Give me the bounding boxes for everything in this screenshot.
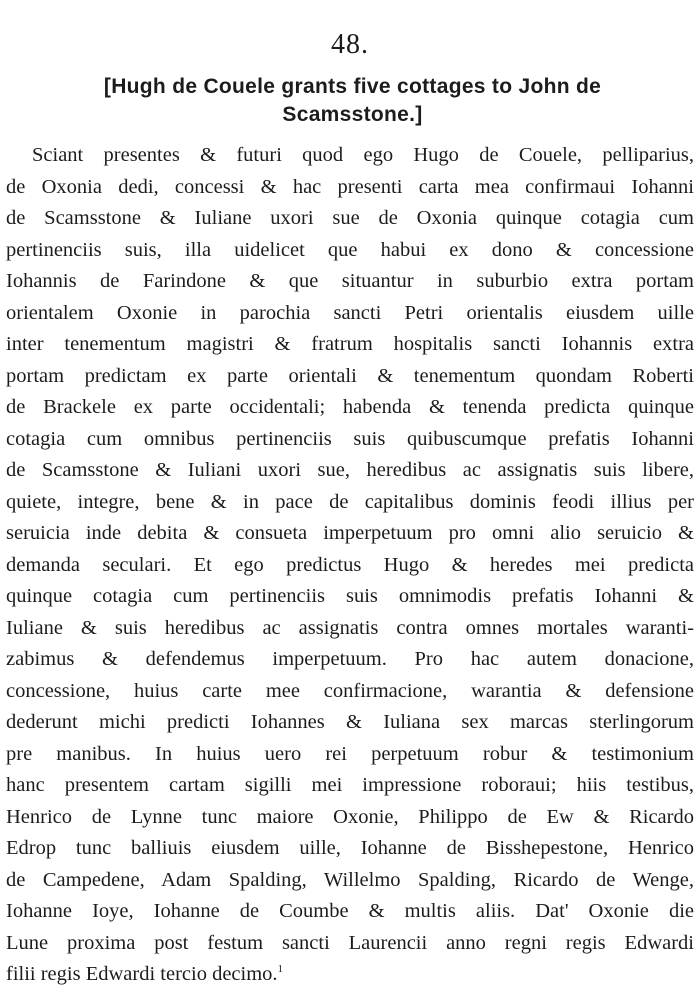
text-line: hanc presentem cartam sigilli mei impressione roboraui; hiis testibus, xyxy=(6,774,694,796)
text-line: demanda seculari. Et ego predictus Hugo & heredes mei predicta xyxy=(6,553,694,576)
text-line: pre manibus. In huius uero rei perpetuum robur & testimonium xyxy=(6,742,694,765)
document-number: 48. xyxy=(331,29,369,60)
text-line: Iohanne Ioye, Iohanne de Coumbe & multis aliis. Dat' Oxonie die xyxy=(6,900,694,922)
text-line: Edrop tunc balliuis eiusdem uille, Iohanne de Bisshepestone, Henrico xyxy=(6,837,694,859)
text-line: Sciant presentes & futuri quod ego Hugo de Couele, pelliparius, xyxy=(32,144,694,166)
footnote-marker: 1 xyxy=(277,963,284,976)
title-line: [Hugh de Couele grants five cottages to John de xyxy=(103,75,602,98)
text-line: zabimus & defendemus imperpetuum. Pro hac autem donacione, xyxy=(6,648,694,670)
text-line: cotagia cum omnibus pertinenciis suis quibuscumque prefatis Iohanni xyxy=(6,427,694,450)
text-line: quiete, integre, bene & in pace de capitalibus dominis feodi illius per xyxy=(6,490,694,513)
text-line: de Oxonia dedi, concessi & hac presenti carta mea confirmaui Iohanni xyxy=(6,175,694,198)
text-line: Iohannis de Farindone & que situantur in suburbio extra portam xyxy=(6,270,694,292)
text-line: seruicia inde debita & consueta imperpetuum pro omni alio seruicio & xyxy=(6,522,694,544)
text-line: concessione, huius carte mee confirmacione, warantia & defensione xyxy=(6,679,694,702)
text-line-last xyxy=(6,959,694,991)
last-line-text: filii regis Edwardi tercio decimo. xyxy=(6,963,278,985)
text-line: de Scamsstone & Iuliane uxori sue de Oxonia quinque cotagia cum xyxy=(6,207,694,229)
text-line: orientalem Oxonie in parochia sancti Petri orientalis eiusdem uille xyxy=(6,301,694,324)
document-title xyxy=(40,73,665,129)
text-line: Henrico de Lynne tunc maiore Oxonie, Philippo de Ew & Ricardo xyxy=(6,805,694,828)
text-line: dederunt michi predicti Iohannes & Iuliana sex marcas sterlingorum xyxy=(6,711,694,733)
text-line: inter tenementum magistri & fratrum hospitalis sancti Iohannis extra xyxy=(6,333,694,355)
text-line: portam predictam ex parte orientali & tenementum quondam Roberti xyxy=(6,364,694,387)
text-line: quinque cotagia cum pertinenciis suis omnimodis prefatis Iohanni & xyxy=(6,585,694,607)
text-line: de Campedene, Adam Spalding, Willelmo Spalding, Ricardo de Wenge, xyxy=(6,868,694,891)
text-line: Iuliane & suis heredibus ac assignatis contra omnes mortales waranti- xyxy=(6,616,694,639)
text-line: pertinenciis suis, illa uidelicet que habui ex dono & concessione xyxy=(6,238,694,261)
text-line: Lune proxima post festum sancti Laurencii anno regni regis Edwardi xyxy=(6,931,694,954)
charter-text xyxy=(6,140,694,991)
title-line: Scamsstone.] xyxy=(282,103,423,126)
text-line: de Brackele ex parte occidentali; habenda & tenenda predicta quinque xyxy=(6,396,694,418)
text-line: de Scamsstone & Iuliani uxori sue, heredibus ac assignatis suis libere, xyxy=(6,459,694,481)
